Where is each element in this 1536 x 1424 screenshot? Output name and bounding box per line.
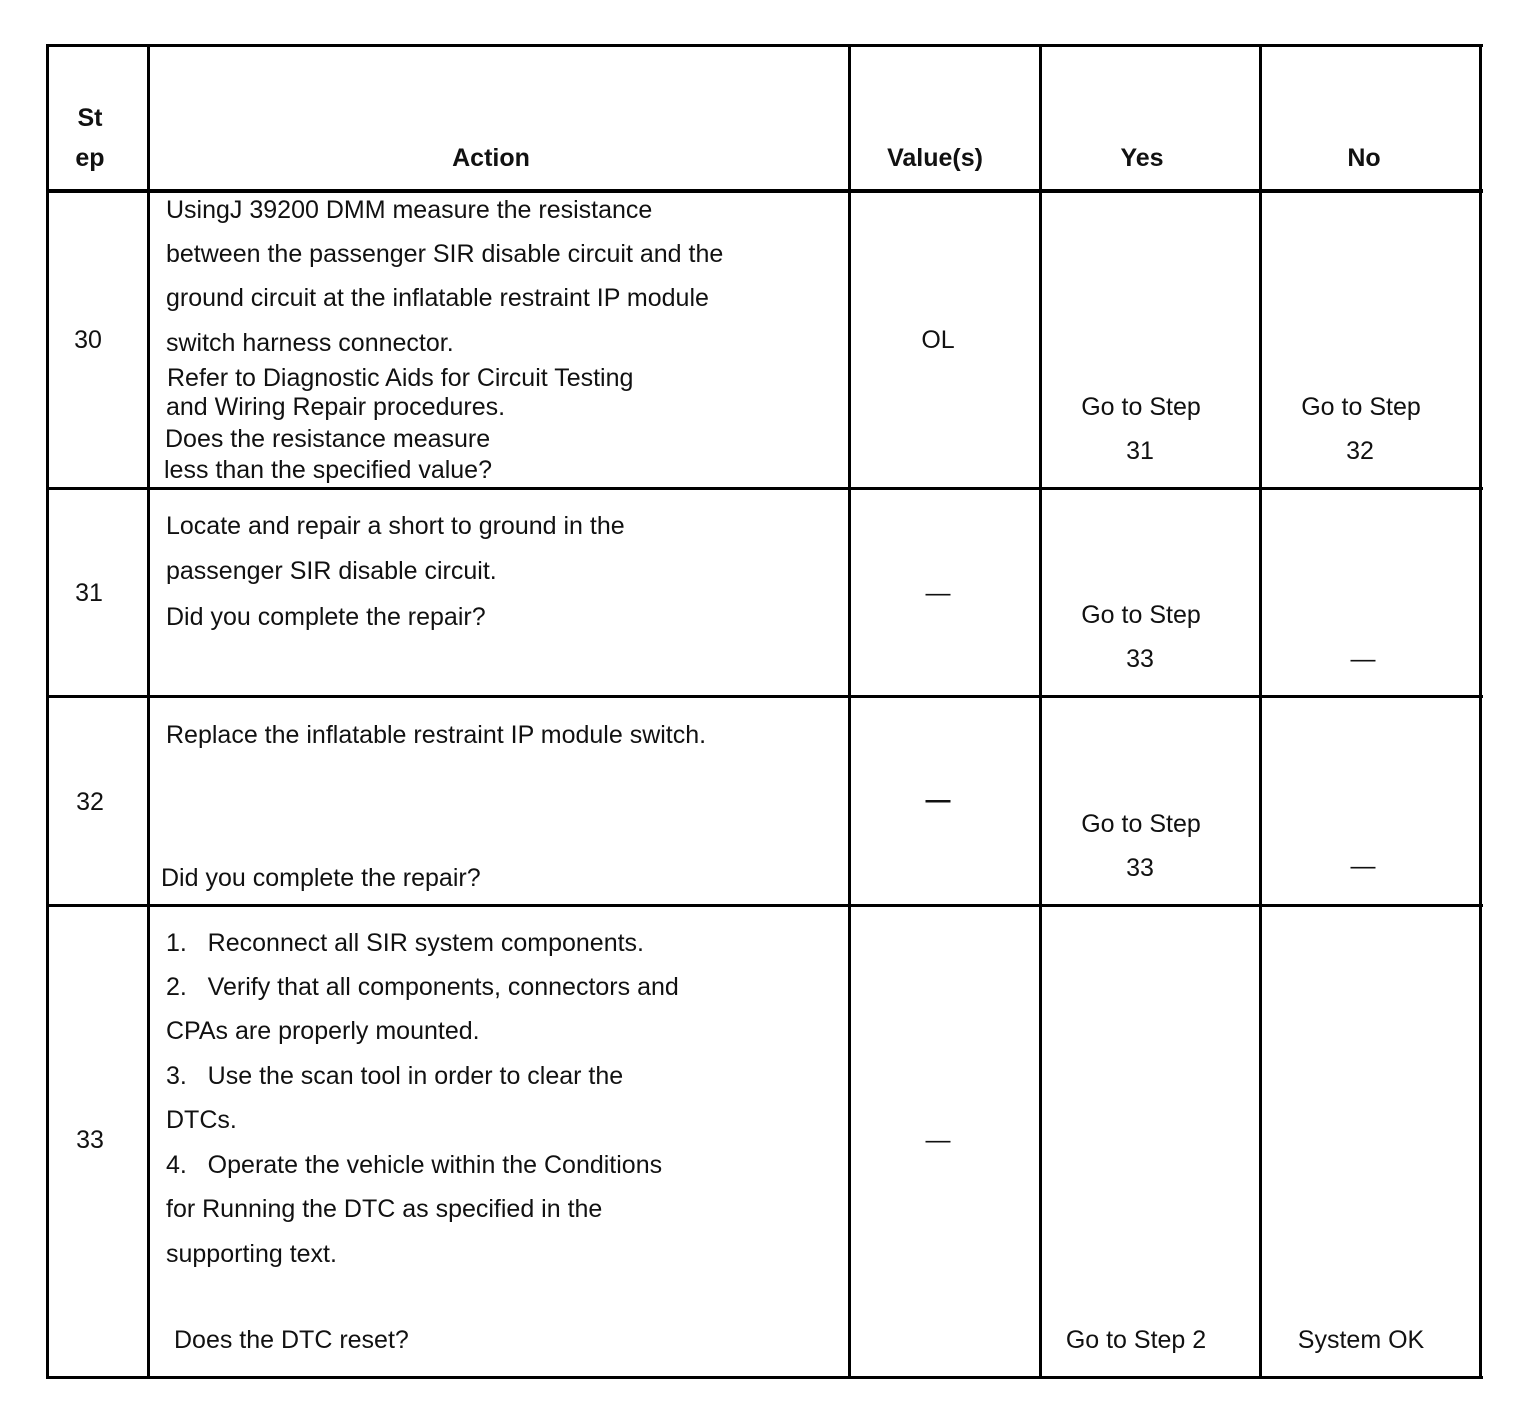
no-cell: System OK	[1297, 1326, 1425, 1354]
yes-goto-step: 31	[1126, 437, 1154, 465]
table-border-right	[1479, 44, 1482, 1379]
action-line: DTCs.	[166, 1106, 237, 1134]
action-line: between the passenger SIR disable circuit and the	[166, 240, 724, 268]
header-action: Action	[452, 144, 530, 172]
header-step-line2: ep	[75, 144, 105, 172]
action-line: 4. Operate the vehicle within the Conditions	[166, 1151, 663, 1179]
action-line: Locate and repair a short to ground in the	[166, 512, 625, 540]
step-number: 31	[75, 579, 103, 607]
no-cell: —	[1350, 645, 1376, 673]
header-no: No	[1347, 144, 1381, 172]
action-line: UsingJ 39200 DMM measure the resistance	[166, 196, 653, 224]
action-line: passenger SIR disable circuit.	[166, 557, 497, 585]
column-divider	[1259, 44, 1262, 1379]
header-divider	[46, 189, 1483, 193]
action-line: and Wiring Repair procedures.	[166, 393, 506, 421]
action-line: 3. Use the scan tool in order to clear the	[166, 1062, 624, 1090]
action-line: switch harness connector.	[166, 329, 454, 357]
row-divider	[46, 487, 1483, 490]
header-step-line1: St	[77, 104, 103, 132]
column-divider	[147, 44, 150, 1379]
step-number: 32	[76, 788, 104, 816]
yes-goto-label: Go to Step	[1081, 810, 1201, 838]
action-line: Does the DTC reset?	[174, 1326, 409, 1354]
step-number: 33	[76, 1126, 104, 1154]
table-border-left	[46, 44, 49, 1379]
value-cell: OL	[921, 326, 955, 354]
row-divider	[46, 695, 1483, 698]
row-divider	[46, 904, 1483, 907]
action-line: Refer to Diagnostic Aids for Circuit Testing	[167, 364, 634, 392]
column-divider	[848, 44, 851, 1379]
diagnostic-table	[46, 44, 1483, 1379]
action-line: CPAs are properly mounted.	[166, 1017, 480, 1045]
action-line: ground circuit at the inflatable restraint IP module	[166, 284, 709, 312]
yes-cell: Go to Step 2	[1065, 1326, 1207, 1354]
value-cell: —	[925, 579, 951, 607]
header-values: Value(s)	[887, 144, 983, 172]
action-line: 2. Verify that all components, connectors and	[166, 973, 679, 1001]
action-line: supporting text.	[166, 1240, 337, 1268]
action-line: Replace the inflatable restraint IP module switch.	[166, 721, 707, 749]
action-line: Did you complete the repair?	[161, 864, 481, 892]
no-goto-step: 32	[1346, 437, 1374, 465]
no-goto-label: Go to Step	[1301, 393, 1421, 421]
no-cell: —	[1350, 852, 1376, 880]
yes-goto-step: 33	[1126, 854, 1154, 882]
step-number: 30	[74, 326, 102, 354]
table-border-bottom	[46, 1376, 1483, 1379]
action-line: for Running the DTC as specified in the	[166, 1195, 603, 1223]
action-line: less than the specified value?	[164, 456, 492, 484]
value-cell: —	[925, 1126, 951, 1154]
column-divider	[1039, 44, 1042, 1379]
yes-goto-label: Go to Step	[1081, 393, 1201, 421]
yes-goto-step: 33	[1126, 645, 1154, 673]
table-border-top	[46, 44, 1483, 47]
action-line: Did you complete the repair?	[166, 603, 486, 631]
action-line: Does the resistance measure	[165, 425, 491, 453]
yes-goto-label: Go to Step	[1081, 601, 1201, 629]
action-line: 1. Reconnect all SIR system components.	[166, 929, 644, 957]
value-cell: —	[925, 786, 951, 814]
header-yes: Yes	[1120, 144, 1164, 172]
